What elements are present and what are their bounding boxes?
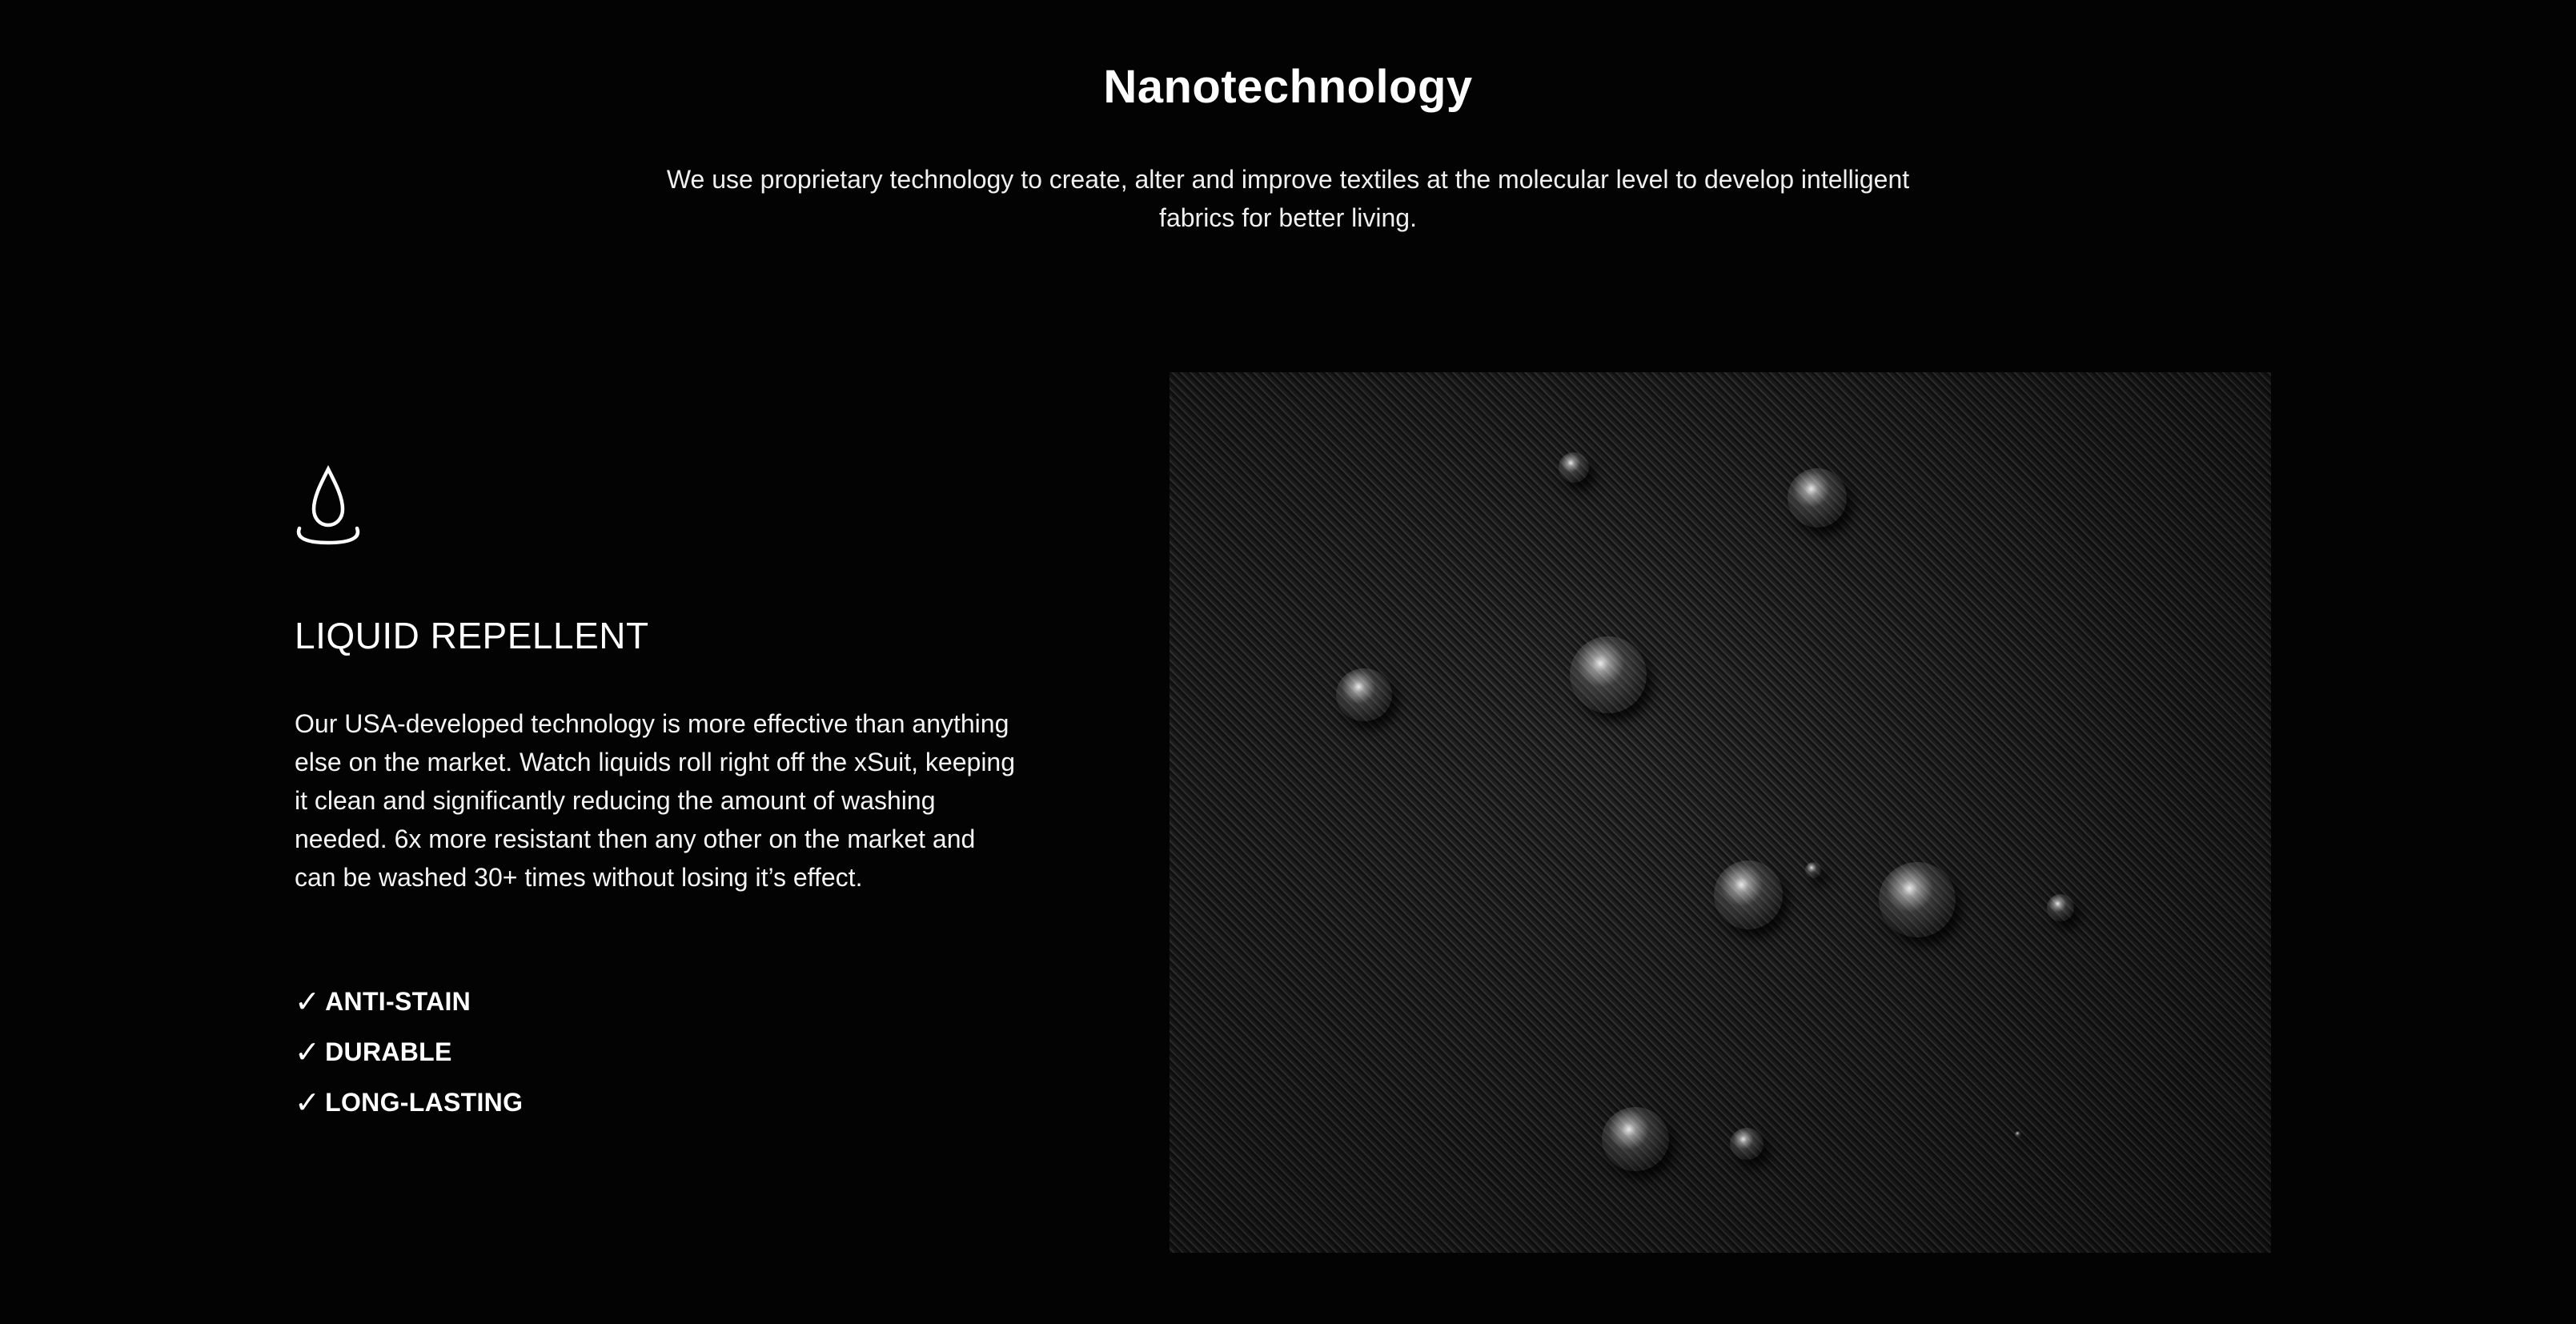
water-droplet <box>1730 1128 1763 1160</box>
water-droplet <box>1714 861 1783 929</box>
fabric-water-droplets-image <box>1170 372 2271 1253</box>
feature-bullet-list <box>295 977 1031 1128</box>
water-droplet <box>2047 894 2074 921</box>
feature-description: Our USA-developed technology is more effective than anything else on the market. Watch liquids roll right off the xSuit, keeping it clean and significantly reducing the amount of washing needed. 6x more resistant then any other on the market and can be washed 30+ times without losing it’s effect. <box>295 709 1016 892</box>
check-icon: ✓ <box>295 1036 321 1069</box>
water-droplet <box>1570 636 1647 713</box>
bullet-anti-stain <box>295 977 1031 1027</box>
check-icon: ✓ <box>295 1086 321 1120</box>
water-droplet <box>1602 1107 1669 1171</box>
bullet-label: ANTI-STAIN <box>325 987 471 1016</box>
page-title: Nanotechnology <box>1103 60 1473 113</box>
bullet-durable <box>295 1027 1031 1077</box>
water-droplet <box>1559 452 1589 483</box>
check-icon: ✓ <box>295 985 321 1019</box>
water-droplet <box>2015 1131 2021 1137</box>
bullet-long-lasting <box>295 1077 1031 1128</box>
section-description: We use proprietary technology to create, alter and improve textiles at the molecular level to develop intelligent fabrics for better living. <box>666 165 1910 232</box>
water-droplet <box>1805 862 1821 878</box>
feature-heading: LIQUID REPELLENT <box>295 615 649 656</box>
bullet-label: DURABLE <box>325 1037 452 1066</box>
bullet-label: LONG-LASTING <box>325 1088 524 1117</box>
water-drop-icon <box>295 464 362 552</box>
water-droplet <box>1788 468 1847 528</box>
water-droplet <box>1336 668 1392 721</box>
water-droplet <box>1879 862 1956 937</box>
feature-liquid-repellent <box>295 464 1031 1141</box>
